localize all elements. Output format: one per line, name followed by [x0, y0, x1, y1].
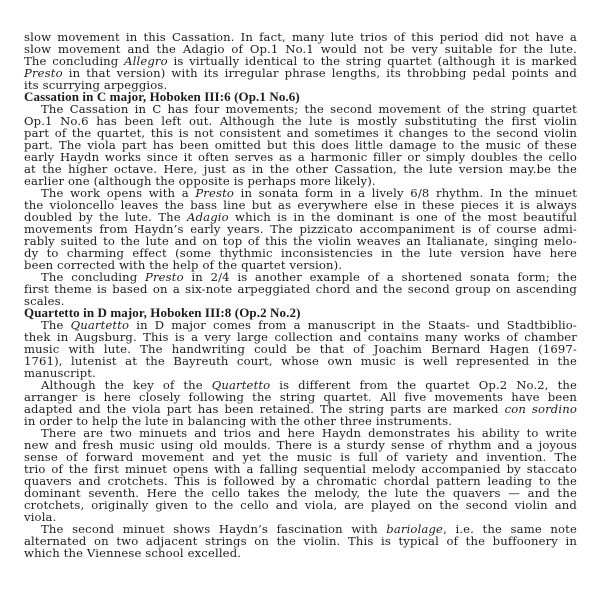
italic-term: Presto: [145, 270, 184, 284]
body-paragraph: [24, 379, 577, 427]
text-line: manuscript.: [24, 366, 96, 380]
text-run: The concluding: [24, 54, 125, 68]
italic-term: con sordino: [504, 402, 577, 416]
text-run: The second minuet shows Haydn’s fascination with: [41, 522, 387, 536]
text-line: music with lute. The handwriting could be that of Joachim Bernard Hagen (1697-: [24, 342, 577, 356]
text-line: earlier one (although the opposite is perhaps more likely).: [24, 174, 376, 188]
italic-term: Quartetto: [70, 318, 130, 332]
body-paragraph: [24, 187, 577, 271]
text-run: is different from the quartet Op.2 No.2, the: [270, 378, 578, 392]
text-run: The: [41, 318, 71, 332]
text-line: early Haydn works since it often serves as a harmonic filler or simply doubles the cello: [24, 150, 577, 164]
text-line: which the Viennese school excelled.: [24, 546, 242, 560]
text-line: dominant seventh. Here the cello takes the melody, the lute the quavers — and the: [24, 486, 577, 500]
text-run: doubled by the lute. The: [24, 210, 188, 224]
text-line: the violoncello leaves the bass line but as everywhere else in these pieces it is always: [24, 198, 577, 212]
text-line: sense of forward movement and yet the music is full of variety and invention. The: [24, 450, 577, 464]
text-line: been corrected with the help of the quartet version).: [24, 258, 343, 272]
body-paragraph: [24, 427, 577, 523]
text-line: arranger is here closely following the string quartet. All five movements have been: [24, 390, 577, 404]
text-line: in order to help the lute in balancing with the other three instruments.: [24, 414, 453, 428]
text-run: Although the key of the: [41, 378, 212, 392]
text-run: in that version) with its irregular phrase lengths, its throbbing pedal points and: [62, 66, 577, 80]
text-line: 1761), lutenist at the Bayreuth court, whose own music is well represented in the: [24, 354, 577, 368]
italic-term: Quartetto: [211, 378, 271, 392]
body-paragraph: [24, 319, 577, 379]
text-line: thek in Augsburg. This is a very large collection and contains many works of chamber: [24, 330, 577, 344]
text-line: The Cassation in C has four movements; the second movement of the string quartet: [41, 102, 577, 116]
text-line: its scurrying arpeggios.: [24, 78, 168, 92]
italic-term: Adagio: [187, 210, 229, 224]
body-paragraph: [24, 271, 577, 307]
text-line: rably suited to the lute and on top of this the violin weaves an Italianate, singing melo-: [24, 234, 577, 248]
text-line: Op.1 No.6 has been left out. Although the lute is mostly substituting the first violin: [24, 114, 577, 128]
text-run: which is in the dominant is one of the most beautiful: [228, 210, 577, 224]
italic-term: Allegro: [124, 54, 168, 68]
text-line: dy to charming effect (some thythmic inconsistencies in the lute version have here: [24, 246, 577, 260]
text-line: slow movement in this Cassation. In fact, many lute trios of this period did not have a: [24, 30, 577, 44]
text-run: in sonata form in a lively 6/8 rhythm. In the minuet: [234, 186, 577, 200]
text-run: The concluding: [41, 270, 146, 284]
text-line: part of the quartet, this is not consistent and sometimes it changes to the second violin: [24, 126, 577, 140]
text-line: slow movement and the Adagio of Op.1 No.1 would not be very suitable for the lute.: [24, 42, 577, 56]
italic-term: Presto: [195, 186, 235, 200]
text-run: , i.e. the same note: [443, 522, 577, 536]
body-paragraph: [24, 103, 577, 187]
text-run: in D major comes from a manuscript in the Staats- und Stadtbiblio-: [129, 318, 577, 332]
text-line: movements from Haydn’s early years. The pizzicato accompaniment is of course admi-: [24, 222, 577, 236]
text-line: scales.: [24, 294, 65, 308]
italic-term: Presto: [24, 66, 63, 80]
text-line: There are two minuets and trios and here Haydn demonstrates his ability to write: [41, 426, 577, 440]
section-heading: Cassation in C major, Hoboken III:6 (Op.1 No.6): [24, 89, 300, 104]
text-line: alternated on two adjacent strings on the violin. This is typical of the buffoonery in: [24, 534, 577, 548]
text-run: in 2/4 is another example of a shortened sonata form; the: [183, 270, 577, 284]
text-line: viola.: [24, 510, 57, 524]
document-page: [24, 31, 577, 559]
text-run: The work opens with a: [41, 186, 196, 200]
text-run: is virtually identical to the string quartet (although it is marked: [167, 54, 577, 68]
text-line: crotchets, originally given to the cello and viola, are played on the second violin and: [24, 498, 577, 512]
section-heading: Quartetto in D major, Hoboken III:8 (Op.2 No.2): [24, 305, 301, 320]
body-paragraph: [24, 523, 577, 559]
text-line: part. The viola part has been omitted but this does little damage to the music of these: [24, 138, 577, 152]
italic-term: bariolage: [386, 522, 444, 536]
text-run: adapted and the viola part has been retained. The string parts are marked: [24, 402, 505, 416]
text-line: trio of the first minuet opens with a falling sequential melody accompanied by staccato: [24, 462, 577, 476]
text-line: new and fresh music using old moulds. There is a sturdy sense of rhythm and a joyous: [24, 438, 577, 452]
body-paragraph: [24, 31, 577, 91]
text-line: first theme is based on a six-note arpeggiated chord and the second group on ascending: [24, 282, 577, 296]
text-line: quavers and crotchets. This is followed by a chromatic chordal pattern leading to the: [24, 474, 577, 488]
text-line: at the higher octave. Here, just as in the other Cassation, the lute version may.be the: [24, 162, 577, 176]
